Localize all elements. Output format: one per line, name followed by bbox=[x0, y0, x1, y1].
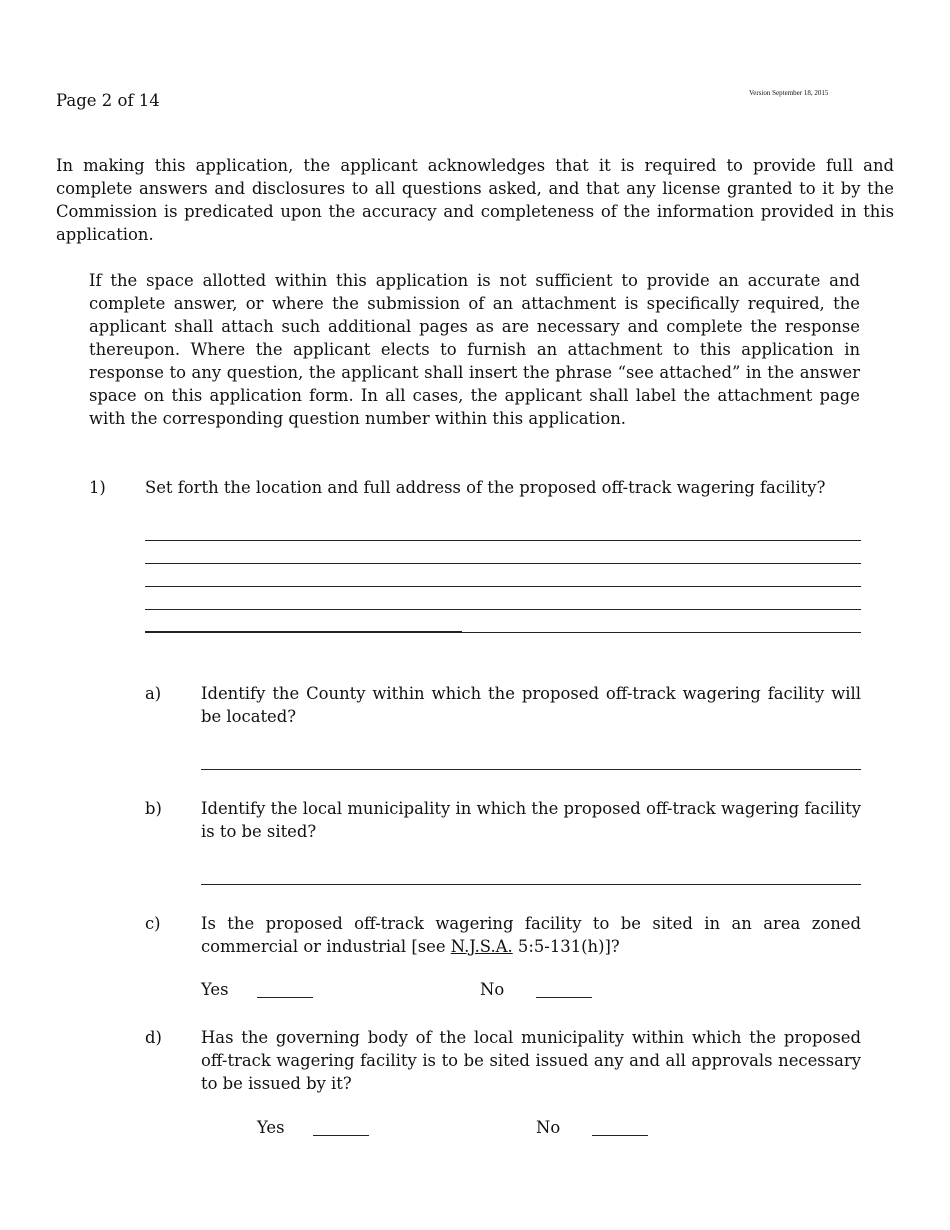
statute-citation: N.J.S.A. bbox=[450, 937, 513, 956]
page-number: Page 2 of 14 bbox=[56, 91, 160, 110]
question-a-answer-line[interactable] bbox=[201, 769, 861, 770]
question-b-answer-line[interactable] bbox=[201, 884, 861, 885]
question-c-yes-label: Yes bbox=[201, 980, 229, 999]
question-c-number: c) bbox=[145, 914, 161, 933]
answer-line[interactable] bbox=[145, 563, 861, 564]
answer-line[interactable] bbox=[145, 609, 861, 610]
version-date: Version September 18, 2015 bbox=[749, 89, 829, 97]
question-b-number: b) bbox=[145, 799, 162, 818]
question-c-text-before: Is the proposed off-track wagering facility to be sited in an area zoned commercial or industrial [see bbox=[201, 914, 861, 956]
question-c-no-blank[interactable] bbox=[536, 997, 592, 998]
question-1-text: Set forth the location and full address of the proposed off-track wagering facility? bbox=[145, 478, 826, 497]
question-1-number: 1) bbox=[89, 478, 106, 497]
question-c-text bbox=[201, 912, 861, 958]
question-d-number: d) bbox=[145, 1028, 162, 1047]
attachment-instructions: If the space allotted within this application is not sufficient to provide an accurate and complete answer, or where the submission of an attachment is specifically required, the applicant shall attach such additional pages as are necessary and complete the response thereupon. Where the applicant elects to furnish an attachment to this application in response to any question, the applicant shall insert the phrase “see attached” in the answer space on this application form. In all cases, the applicant shall label the attachment page with the corresponding question number within this application. bbox=[89, 271, 860, 428]
intro-paragraph: In making this application, the applicant acknowledges that it is required to provide full and complete answers and disclosures to all questions asked, and that any license granted to it by the Commission is predicated upon the accuracy and completeness of the information provided in this application. bbox=[56, 156, 894, 244]
question-a-text: Identify the County within which the proposed off-track wagering facility will be located? bbox=[201, 684, 861, 726]
question-d-no-label: No bbox=[536, 1118, 561, 1137]
question-b-text: Identify the local municipality in which the proposed off-track wagering facility is to be sited? bbox=[201, 799, 861, 841]
question-c-yes-blank[interactable] bbox=[257, 997, 313, 998]
answer-line[interactable] bbox=[145, 540, 861, 541]
question-d-text: Has the governing body of the local municipality within which the proposed off-track wagering facility is to be sited issued any and all approvals necessary to be issued by it? bbox=[201, 1028, 861, 1093]
question-c-no-label: No bbox=[480, 980, 505, 999]
question-a-number: a) bbox=[145, 684, 162, 703]
answer-line[interactable] bbox=[145, 586, 861, 587]
question-d-yes-blank[interactable] bbox=[313, 1135, 369, 1136]
question-c-text-after: 5:5-131(h)]? bbox=[512, 937, 620, 956]
question-d-no-blank[interactable] bbox=[592, 1135, 648, 1136]
question-d-yes-label: Yes bbox=[257, 1118, 285, 1137]
answer-line-segment bbox=[145, 631, 462, 633]
